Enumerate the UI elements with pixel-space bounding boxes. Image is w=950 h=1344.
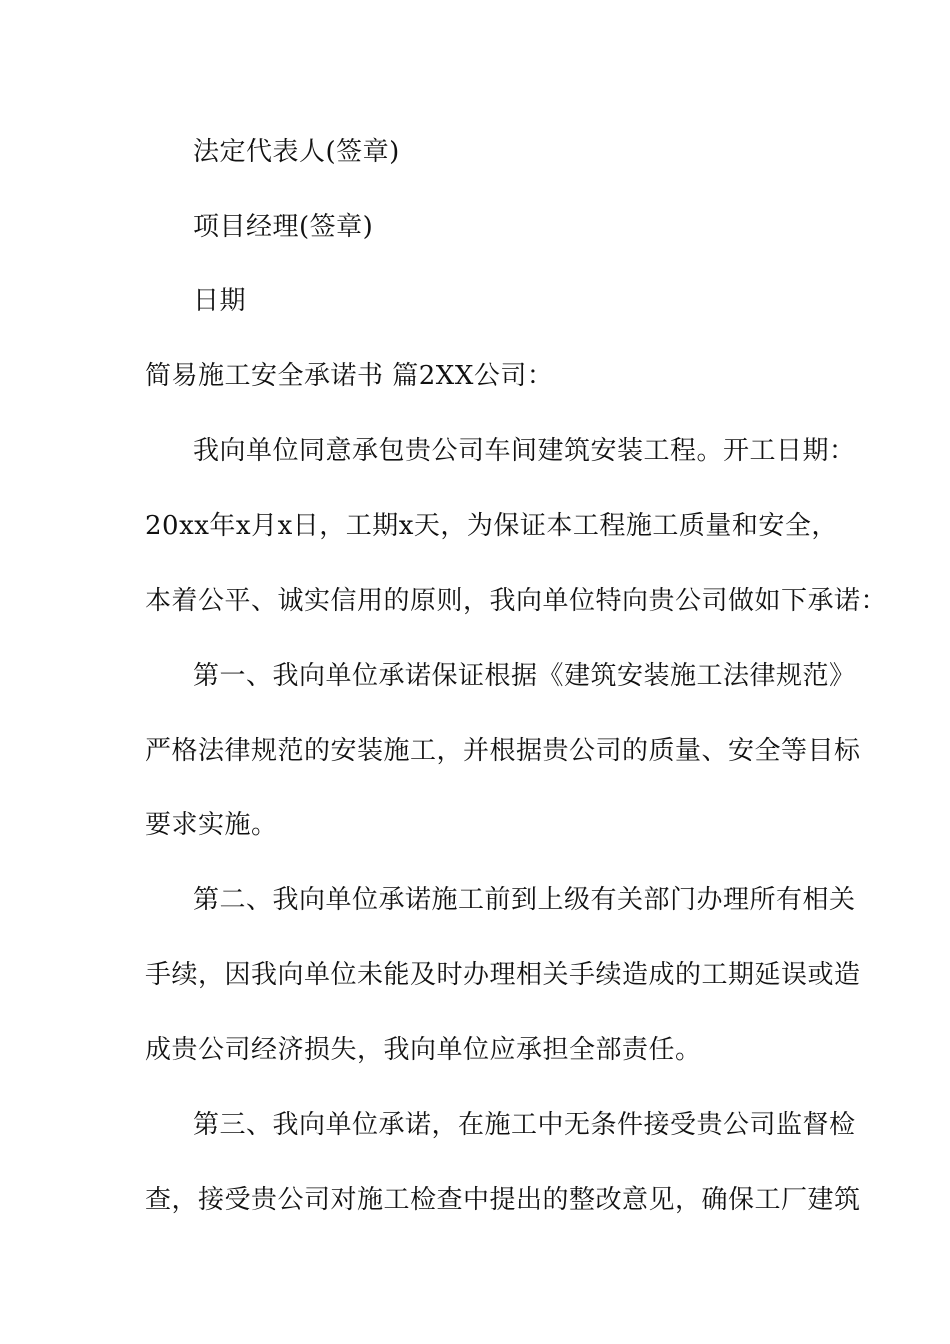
paragraph-line: 成贵公司经济损失，我向单位应承担全部责任。: [145, 1035, 702, 1065]
paragraph-line: 严格法律规范的安装施工，并根据贵公司的质量、安全等目标: [145, 736, 861, 766]
paragraph-line: 我向单位同意承包贵公司车间建筑安装工程。开工日期：: [193, 436, 856, 466]
paragraph-line: 查，接受贵公司对施工检查中提出的整改意见，确保工厂建筑: [145, 1185, 861, 1215]
paragraph-line: 手续，因我向单位未能及时办理相关手续造成的工期延误或造: [145, 960, 861, 990]
paragraph-line: 第一、我向单位承诺保证根据《建筑安装施工法律规范》: [193, 661, 856, 691]
date-label: 日期: [193, 286, 247, 316]
section-heading: 简易施工安全承诺书 篇2XX公司：: [145, 361, 554, 391]
paragraph-line: 第二、我向单位承诺施工前到上级有关部门办理所有相关: [193, 885, 856, 915]
paragraph-line: 要求实施。: [145, 810, 278, 840]
paragraph-line: 本着公平、诚实信用的原则，我向单位特向贵公司做如下承诺：: [145, 586, 888, 616]
signature-legal-representative: 法定代表人(签章): [193, 137, 400, 167]
signature-project-manager: 项目经理(签章): [193, 212, 374, 242]
paragraph-line: 第三、我向单位承诺，在施工中无条件接受贵公司监督检: [193, 1110, 856, 1140]
paragraph-line: 20xx年x月x日，工期x天，为保证本工程施工质量和安全，: [145, 511, 838, 541]
